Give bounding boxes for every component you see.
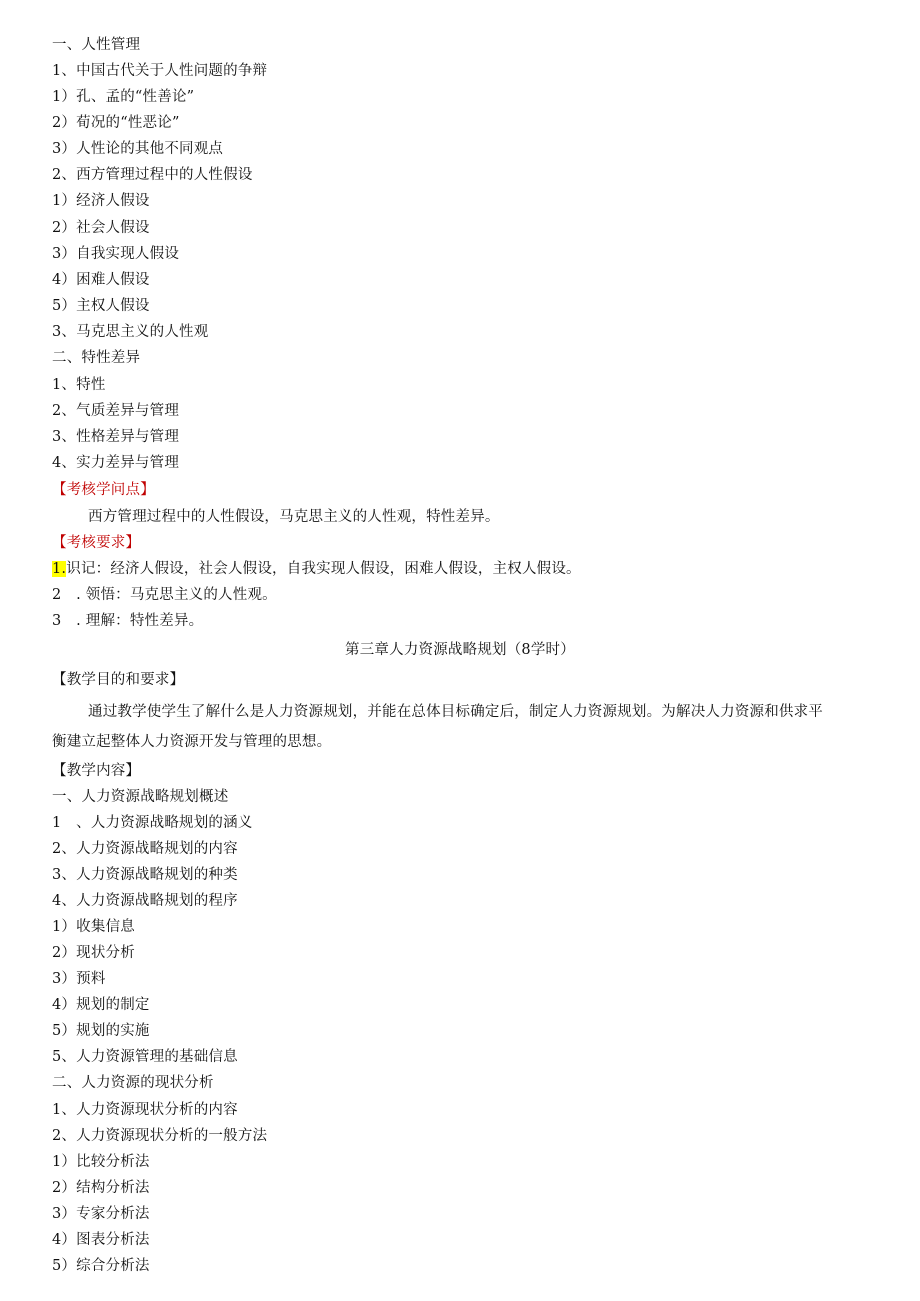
teaching-goal-title: 【教学目的和要求】	[52, 672, 185, 688]
subitem-sovereign-man: 5）主权人假设	[52, 298, 150, 314]
item-marxist-view: 3、马克思主义的人性观	[52, 324, 209, 340]
subitem-comprehensive-analysis: 5）综合分析法	[52, 1258, 150, 1274]
subitem-collect-info: 1）收集信息	[52, 919, 135, 935]
subitem-forecast: 3）预料	[52, 971, 106, 987]
subitem-complex-man: 4）困难人假设	[52, 272, 150, 288]
teaching-content-title: 【教学内容】	[52, 763, 141, 779]
teaching-goal-line-2: 衡建立起整体人力资源开发与管理的思想。	[52, 734, 332, 750]
heading-status-analysis: 二、人力资源的现状分析	[52, 1075, 214, 1091]
teaching-goal-line-1: 通过教学使学生了解什么是人力资源规划，并能在总体目标确定后，制定人力资源规划。为解决人力资源和供求平	[88, 704, 823, 720]
item-planning-types: 3、人力资源战略规划的种类	[52, 867, 238, 883]
subitem-economic-man: 1）经济人假设	[52, 193, 150, 209]
exam-requirements-title: 【考核要求】	[52, 535, 141, 551]
item-ancient-debate: 1、中国古代关于人性问题的争辩	[52, 63, 268, 79]
subitem-status-analysis: 2）现状分析	[52, 945, 135, 961]
subitem-self-actualizing-man: 3）自我实现人假设	[52, 246, 180, 262]
heading-human-nature-management: 一、人性管理	[52, 37, 141, 53]
item-analysis-methods: 2、人力资源现状分析的一般方法	[52, 1128, 268, 1144]
item-western-assumptions: 2、西方管理过程中的人性假设	[52, 167, 253, 183]
exam-points-title: 【考核学问点】	[52, 482, 155, 498]
highlight-number: 1.	[52, 561, 67, 577]
subitem-structural-analysis: 2）结构分析法	[52, 1180, 150, 1196]
exam-requirement-3: 3 . 理解：特性差异。	[52, 613, 204, 629]
chapter-title: 第三章人力资源战略规划（8学时）	[345, 642, 575, 658]
subitem-social-man: 2）社会人假设	[52, 220, 150, 236]
item-planning-procedure: 4、人力资源战略规划的程序	[52, 893, 238, 909]
subitem-plan-formulation: 4）规划的制定	[52, 997, 150, 1013]
exam-requirement-2: 2 . 领悟：马克思主义的人性观。	[52, 587, 277, 603]
item-traits: 1、特性	[52, 377, 106, 393]
item-temperament: 2、气质差异与管理	[52, 403, 180, 419]
exam-requirement-1	[52, 559, 581, 579]
subitem-expert-analysis: 3）专家分析法	[52, 1206, 150, 1222]
subitem-other-views: 3）人性论的其他不同观点	[52, 141, 224, 157]
heading-strategic-planning-overview: 一、人力资源战略规划概述	[52, 789, 229, 805]
subitem-evil-nature: 2）荀况的“性恶论”	[52, 115, 180, 131]
subitem-chart-analysis: 4）图表分析法	[52, 1232, 150, 1248]
item-analysis-content: 1、人力资源现状分析的内容	[52, 1102, 238, 1118]
item-planning-meaning: 1 、人力资源战略规划的涵义	[52, 815, 253, 831]
exam-points-text: 西方管理过程中的人性假设，马克思主义的人性观，特性差异。	[88, 509, 500, 525]
item-planning-content: 2、人力资源战略规划的内容	[52, 841, 238, 857]
item-basic-info: 5、人力资源管理的基础信息	[52, 1049, 238, 1065]
item-ability: 4、实力差异与管理	[52, 455, 180, 471]
subitem-comparative-analysis: 1）比较分析法	[52, 1154, 150, 1170]
exam-requirement-1-text: 识记：经济人假设，社会人假设，自我实现人假设，困难人假设，主权人假设。	[66, 561, 581, 577]
subitem-plan-implementation: 5）规划的实施	[52, 1023, 150, 1039]
heading-trait-differences: 二、特性差异	[52, 350, 141, 366]
subitem-good-nature: 1）孔、孟的“性善论”	[52, 89, 195, 105]
item-personality: 3、性格差异与管理	[52, 429, 180, 445]
